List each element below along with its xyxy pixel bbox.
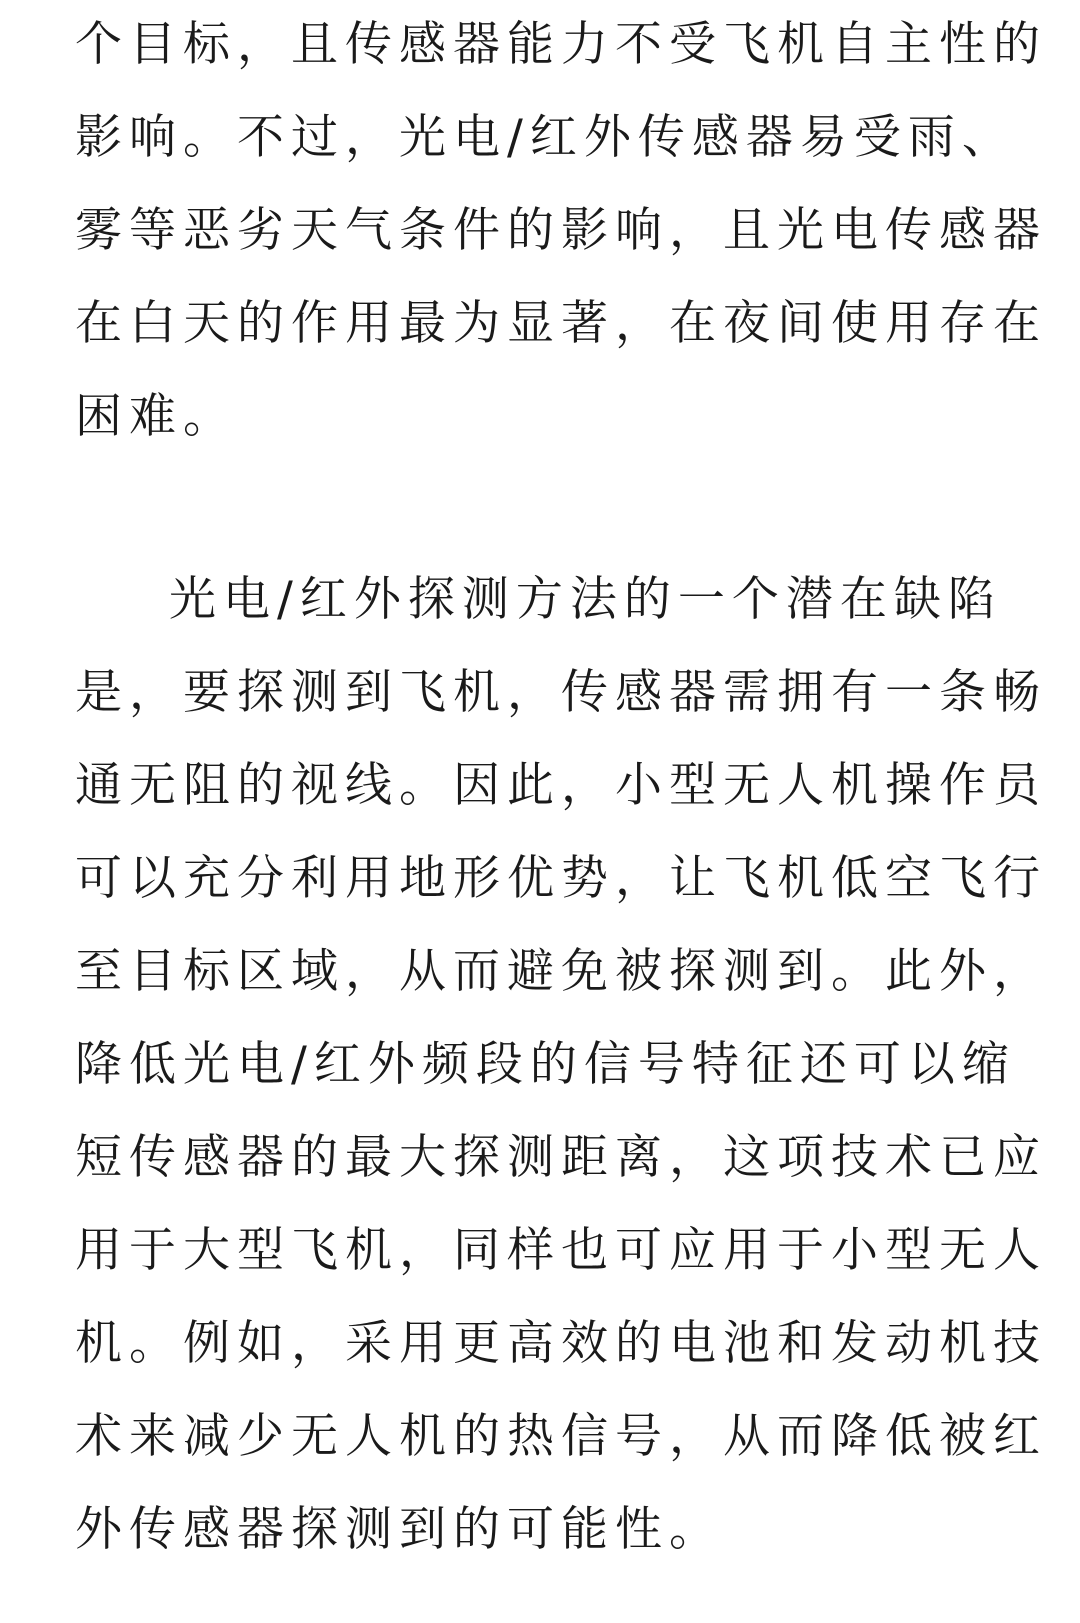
text-line: 通无阻的视线。因此，小型无人机操作员 <box>75 758 1047 813</box>
paragraph-2 <box>75 553 1047 1576</box>
text-line: 在白天的作用最为显著，在夜间使用存在 <box>75 296 1047 351</box>
text-line: 机。例如，采用更高效的电池和发动机技 <box>75 1316 1047 1371</box>
text-line: 雾等恶劣天气条件的影响，且光电传感器 <box>75 203 1047 258</box>
text-line: 降低光电/红外频段的信号特征还可以缩 <box>75 1037 1016 1092</box>
text-line: 困难。 <box>75 389 237 444</box>
text-line: 可以充分利用地形优势，让飞机低空飞行 <box>75 851 1047 906</box>
text-line: 用于大型飞机，同样也可应用于小型无人 <box>75 1223 1047 1278</box>
text-line: 是，要探测到飞机，传感器需拥有一条畅 <box>75 665 1047 720</box>
text-line: 至目标区域，从而避免被探测到。此外， <box>75 944 1047 999</box>
text-line: 影响。不过，光电/红外传感器易受雨、 <box>75 110 1016 165</box>
text-line: 个目标，且传感器能力不受飞机自主性的 <box>75 17 1047 72</box>
text-line: 短传感器的最大探测距离，这项技术已应 <box>75 1130 1047 1185</box>
text-line: 光电/红外探测方法的一个潜在缺陷 <box>169 572 1002 627</box>
text-line: 术来减少无人机的热信号，从而降低被红 <box>75 1409 1047 1464</box>
paragraph-1 <box>75 0 1047 463</box>
text-line: 外传感器探测到的可能性。 <box>75 1502 723 1557</box>
